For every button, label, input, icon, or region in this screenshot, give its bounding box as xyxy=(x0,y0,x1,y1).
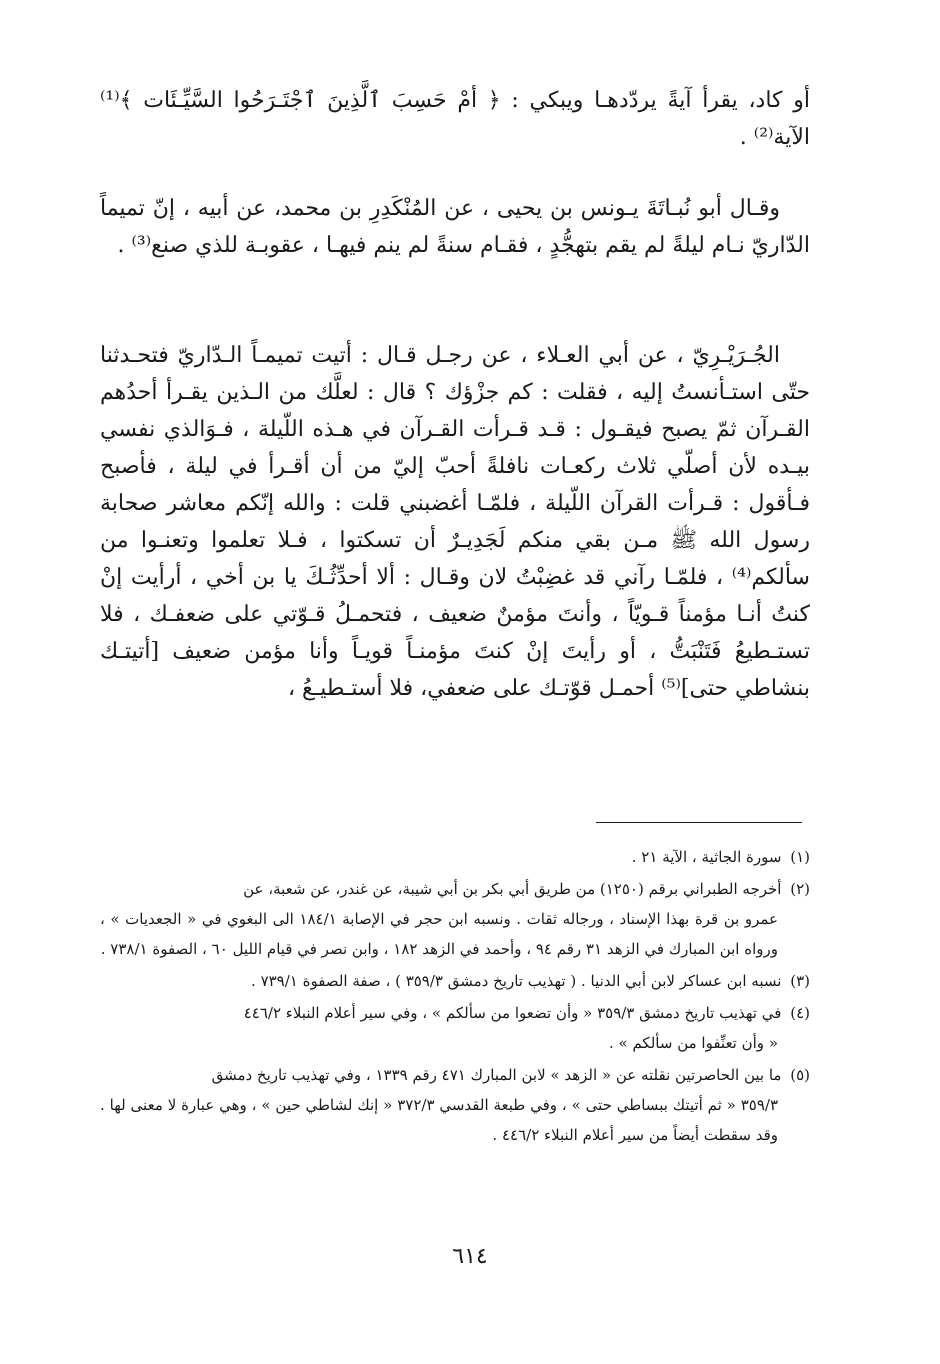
footnote-number: (٣) xyxy=(790,972,810,990)
footnote-text: سورة الجاثية ، الآية ٢١ . xyxy=(631,848,782,866)
footnote-continuation: « وأن تعنِّفوا من سألكم » . xyxy=(608,1034,778,1052)
footnote-continuation: عمرو بن قرة بهذا الإسناد ، ورجاله ثقات . ونسبه ابن حجر في الإصابة ١٨٤/١ الى البغوي في « الجعديات » ، ورواه ابن المبارك في الزهد ٣١ رقم ٩٤ ، وأحمد في الزهد ١٨٢ ، وابن نصر في قيام الليل ٦٠ ، الصفوة ٧٣٨/١ . xyxy=(100,910,779,958)
footnote-2 xyxy=(100,874,810,964)
footnote-text: أخرجه الطبراني برقم (١٢٥٠) من طريق أبي بكر بن أبي شيبة، عن غندر، عن شعبة، عن xyxy=(243,880,782,898)
paragraph-text: أو كاد، يقرأ آيةً يردّدهـا ويبكي : ﴿ أمْ حَسِبَ ٱلَّذِينَ ٱجْتَـرَحُوا السَّيِّـئَات ﴾⁽¹⁾ الآية⁽²⁾ . xyxy=(100,88,810,150)
footnote-number: (٥) xyxy=(790,1066,810,1084)
footnote-text: في تهذيب تاريخ دمشق ٣٥٩/٣ « وأن تضعوا من سألكم » ، وفي سير أعلام النبلاء ٤٤٦/٢ xyxy=(243,1004,782,1022)
paragraph-text: الجُـرَيْـرِيّ ، عن أبي العـلاء ، عن رجـل قـال : أتيت تميمـاً الـدّاريّ فتحـدثنا حتّى استـأنستُ إليه ، فقلت : كم جزْؤك ؟ قال : لعلَّك من الـذين يقـرأ أحدُهم القـرآن ثمّ يصبح فيقـول : قـد قـرأت القـرآن في هـذه اللّيلة ، فـوَالذي نفسي بيـده لأن أصلّي ثلاث ركعـات نافلةً أحبّ إليّ من أن أقـرأ في ليلة ، فأصبح فـأقول : قـرأت القرآن اللّيلة ، فلمّـا أغضبني قلت : والله إنّكم معاشر صحابة رسول الله ﷺ مـن بقي منكم لَجَدِيـرٌ أن تسكتوا ، فـلا تعلموا وتعنـوا من سألكم⁽⁴⁾ ، فلمّـا رآني قد غضِبْتُ لان وقـال : ألا أحدِّثُـكَ يا بن أخي ، أرأيت إنْ كنتُ أنـا مؤمناً قـويّاً ، وأنتَ مؤمنٌ ضعيف ، فتحمـلُ قـوّتي على ضعفـك ، فلا تستـطيعُ فَتَنْبَتُّ ، أو رأيتَ إنْ كنتَ مؤمنـاً قويـاً وأنا مؤمن ضعيف [أتيتـك بنشاطي حتى]⁽⁵⁾ أحمـل قوّتـك على ضعفي، فلا أستـطيـعُ ، xyxy=(100,343,810,701)
footnote-number: (٤) xyxy=(790,1004,810,1022)
footnote-4 xyxy=(100,998,810,1058)
footnote-text: نسبه ابن عساكر لابن أبي الدنيا . ( تهذيب تاريخ دمشق ٣٥٩/٣ ) ، صفة الصفوة ٧٣٩/١ . xyxy=(251,972,782,990)
footnote-continuation: ٣٥٩/٣ « ثم أتيتك ببساطي حتى » ، وفي طبعة القدسي ٣٧٢/٣ « إنك لشاطي حين » ، وهي عبارة لا معنى لها . وقد سقطت أيضاً من سير أعلام النبلاء ٤٤٦/٢ . xyxy=(100,1096,778,1144)
footnote-number: (٢) xyxy=(790,880,810,898)
body-paragraph-2 xyxy=(100,190,810,264)
body-paragraph-1 xyxy=(100,82,810,156)
page-number: ٦١٤ xyxy=(452,1244,488,1269)
footnotes-section xyxy=(100,842,810,1152)
footnote-number: (١) xyxy=(790,848,810,866)
footnote-text: ما بين الحاصرتين نقلته عن « الزهد » لابن المبارك ٤٧١ رقم ١٣٣٩ ، وفي تهذيب تاريخ دمشق xyxy=(211,1066,782,1084)
body-paragraph-3 xyxy=(100,337,810,707)
footnote-5 xyxy=(100,1060,810,1150)
footnote-separator xyxy=(596,822,802,823)
footnote-1 xyxy=(100,842,810,872)
footnote-3 xyxy=(100,966,810,996)
paragraph-text: وقـال أبو نُبـاتَةَ يـونس بن يحيى ، عن المُنْكَدِرِ بن محمد، عن أبيه ، إنّ تميماً الدّاريّ نـام ليلةً لم يقم بتهجُّدٍ ، فقـام سنةً لم ينم فيهـا ، عقوبـة للذي صنع⁽³⁾ . xyxy=(100,196,810,258)
